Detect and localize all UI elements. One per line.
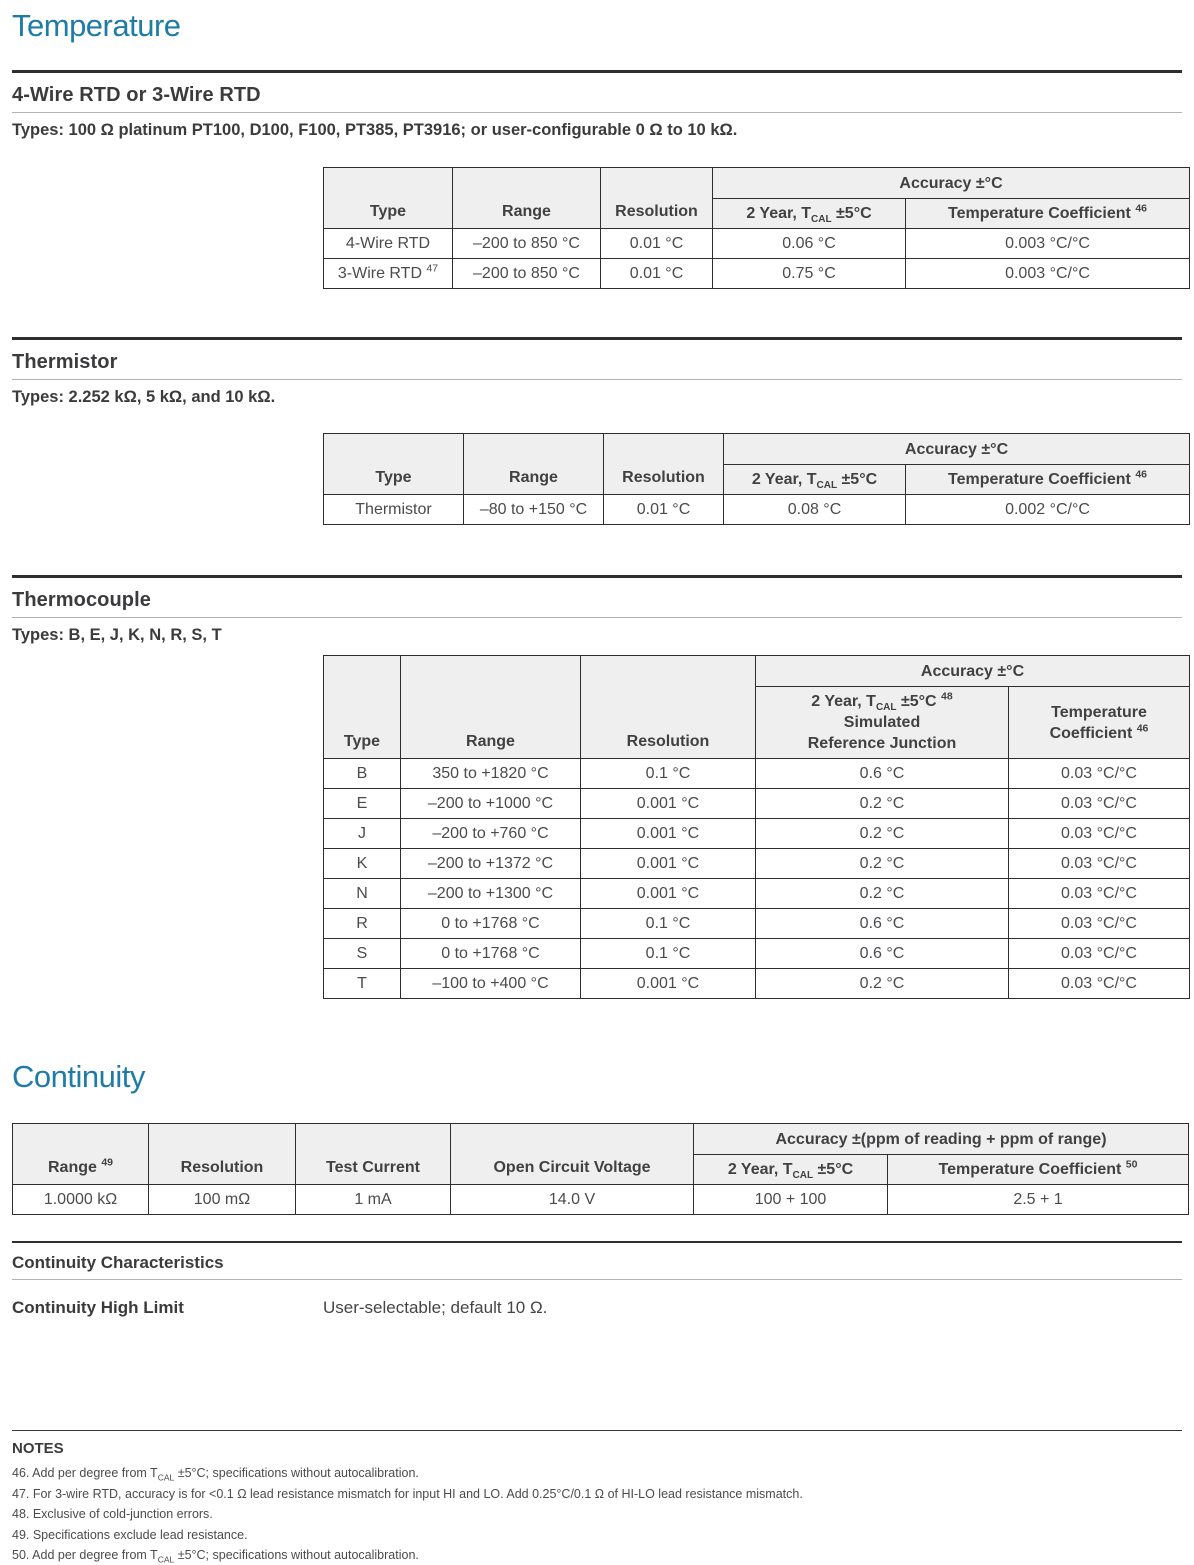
- table-cell: 0.2 °C: [756, 849, 1009, 879]
- thermocouple-types-line: Types: B, E, J, K, N, R, S, T: [12, 626, 222, 644]
- column-header-temp-coeff: Temperature Coefficient $^{50}$: [888, 1155, 1189, 1185]
- table-row: [324, 849, 1190, 879]
- column-header-resolution: Resolution: [581, 656, 756, 759]
- table-cell: J: [324, 819, 401, 849]
- page-title: Temperature: [12, 8, 181, 43]
- rtd-section-heading: 4-Wire RTD or 3-Wire RTD: [12, 84, 261, 106]
- column-header-two-year: 2 Year, $T_{CAL} \pm 5^\circ C$: [724, 465, 906, 495]
- table-cell: 0.75 °C: [713, 259, 906, 289]
- continuity-title: Continuity: [12, 1059, 145, 1094]
- column-header-temp-coeff: Temperature Coefficient $^{46}$: [1009, 687, 1190, 759]
- notes-list: [12, 1466, 1182, 1565]
- section-notes: [12, 1430, 1182, 1565]
- table-cell: –200 to 850 °C: [453, 259, 601, 289]
- column-header-two-year: 2 Year, $T_{CAL} \pm 5^\circ C$: [694, 1155, 888, 1185]
- table-cell: Thermistor: [324, 495, 464, 525]
- table-cell: 0.03 °C/°C: [1009, 879, 1190, 909]
- table-row: [324, 789, 1190, 819]
- table-cell: 0.08 °C: [724, 495, 906, 525]
- table-cell: 0.2 °C: [756, 819, 1009, 849]
- column-header-type: Type: [324, 168, 453, 229]
- table-row: [324, 909, 1190, 939]
- table-cell: 0.01 °C: [601, 259, 713, 289]
- table-row: [324, 879, 1190, 909]
- table-cell: –200 to 850 °C: [453, 229, 601, 259]
- thermistor-types-line: Types: 2.252 kΩ, 5 kΩ, and 10 kΩ.: [12, 388, 276, 406]
- column-header-test-current: Test Current: [296, 1124, 451, 1185]
- continuity-characteristics-heading: Continuity Characteristics: [12, 1253, 224, 1272]
- section-divider: [12, 1241, 1182, 1243]
- table-cell: –200 to +1300 °C: [401, 879, 581, 909]
- table-row: [324, 495, 1190, 525]
- table-cell: 0 to +1768 °C: [401, 909, 581, 939]
- table-row: [13, 1185, 1189, 1215]
- table-cell: 0.6 °C: [756, 939, 1009, 969]
- continuity-high-limit-row: [12, 1297, 1182, 1318]
- table-cell: B: [324, 759, 401, 789]
- table-cell: 0.001 °C: [581, 819, 756, 849]
- column-header-two-year: 2 Year, $T_{CAL} \pm 5^\circ C$ $^{48}$ Simulated Reference Junction: [756, 687, 1009, 759]
- column-header-accuracy-group: Accuracy ±°C: [713, 168, 1190, 199]
- column-header-accuracy-group: Accuracy ±°C: [756, 656, 1190, 687]
- column-header-accuracy-group: Accuracy ±(ppm of reading + ppm of range): [694, 1124, 1189, 1155]
- table-cell: 0 to +1768 °C: [401, 939, 581, 969]
- table-cell: –200 to +1372 °C: [401, 849, 581, 879]
- table-cell: 0.1 °C: [581, 909, 756, 939]
- table-cell: 100 mΩ: [149, 1185, 296, 1215]
- section-rtd: [12, 70, 1182, 289]
- table-cell: 0.03 °C/°C: [1009, 789, 1190, 819]
- column-header-range: Range: [453, 168, 601, 229]
- column-header-range: Range $^{49}$: [13, 1124, 149, 1185]
- table-row: [324, 759, 1190, 789]
- notes-divider: [12, 1430, 1182, 1431]
- column-header-range: Range: [464, 434, 604, 495]
- column-header-temp-coeff: Temperature Coefficient $^{46}$: [906, 465, 1190, 495]
- continuity-table: [12, 1123, 1189, 1215]
- table-cell: 0.03 °C/°C: [1009, 759, 1190, 789]
- table-cell: 0.03 °C/°C: [1009, 969, 1190, 999]
- heading-underline: [12, 379, 1182, 380]
- table-cell: 0.2 °C: [756, 969, 1009, 999]
- table-cell: 0.2 °C: [756, 879, 1009, 909]
- column-header-range: Range: [401, 656, 581, 759]
- heading-underline: [12, 1279, 1182, 1280]
- heading-underline: [12, 617, 1182, 618]
- thermistor-table: [323, 433, 1190, 525]
- table-row: [324, 819, 1190, 849]
- thermocouple-section-heading: Thermocouple: [12, 589, 151, 611]
- section-divider: [12, 337, 1182, 340]
- continuity-high-limit-value: User-selectable; default 10 Ω.: [323, 1298, 548, 1317]
- thermistor-section-heading: Thermistor: [12, 351, 118, 373]
- table-cell: 1.0000 kΩ: [13, 1185, 149, 1215]
- table-cell: –200 to +1000 °C: [401, 789, 581, 819]
- column-header-accuracy-group: Accuracy ±°C: [724, 434, 1190, 465]
- rtd-table: [323, 167, 1190, 289]
- table-cell: 0.001 °C: [581, 789, 756, 819]
- continuity-table-header: [13, 1124, 1189, 1185]
- section-thermocouple: [12, 575, 1182, 999]
- table-cell: 0.01 °C: [604, 495, 724, 525]
- table-row: [324, 939, 1190, 969]
- notes-heading: NOTES: [12, 1440, 64, 1457]
- table-cell: K: [324, 849, 401, 879]
- table-cell: S: [324, 939, 401, 969]
- table-cell: 0.01 °C: [601, 229, 713, 259]
- table-cell: 4-Wire RTD: [324, 229, 453, 259]
- note-item: 49. Specifications exclude lead resistance.: [12, 1527, 248, 1542]
- table-row: [324, 969, 1190, 999]
- table-cell: 0.002 °C/°C: [906, 495, 1190, 525]
- thermistor-table-body: [324, 495, 1190, 525]
- table-cell: 0.03 °C/°C: [1009, 939, 1190, 969]
- section-divider: [12, 575, 1182, 578]
- column-header-resolution: Resolution: [604, 434, 724, 495]
- note-item: 47. For 3-wire RTD, accuracy is for <0.1 Ω lead resistance mismatch for input HI and LO. Add 0.25°C/0.1 Ω of HI-LO lead resistance mismatch.: [12, 1486, 803, 1501]
- table-cell: R: [324, 909, 401, 939]
- rtd-table-header: [324, 168, 1190, 229]
- table-cell: –100 to +400 °C: [401, 969, 581, 999]
- note-item: 48. Exclusive of cold-junction errors.: [12, 1507, 213, 1521]
- table-row: [324, 259, 1190, 289]
- rtd-types-line: Types: 100 Ω platinum PT100, D100, F100, PT385, PT3916; or user-configurable 0 Ω to 10 kΩ.: [12, 121, 738, 139]
- table-cell: N: [324, 879, 401, 909]
- thermocouple-table-body: [324, 759, 1190, 999]
- table-cell: –80 to +150 °C: [464, 495, 604, 525]
- column-header-resolution: Resolution: [601, 168, 713, 229]
- continuity-table-body: [13, 1185, 1189, 1215]
- table-cell: E: [324, 789, 401, 819]
- note-item: 46. Add per degree from $T_{CAL} \pm 5^\circ C$; specifications without autocalibration.: [12, 1466, 419, 1483]
- table-cell: 0.03 °C/°C: [1009, 909, 1190, 939]
- table-cell: 0.1 °C: [581, 939, 756, 969]
- thermocouple-table-header: [324, 656, 1190, 759]
- table-cell: T: [324, 969, 401, 999]
- section-thermistor: [12, 337, 1182, 525]
- table-cell: 0.6 °C: [756, 759, 1009, 789]
- table-cell: 0.001 °C: [581, 969, 756, 999]
- table-cell: 0.1 °C: [581, 759, 756, 789]
- note-item: 50. Add per degree from $T_{CAL} \pm 5^\circ C$; specifications without autocalibration.: [12, 1548, 419, 1565]
- section-divider: [12, 70, 1182, 73]
- table-cell: 0.03 °C/°C: [1009, 849, 1190, 879]
- table-cell: 100 + 100: [694, 1185, 888, 1215]
- column-header-two-year: 2 Year, $T_{CAL} \pm 5^\circ C$: [713, 199, 906, 229]
- table-cell: 0.03 °C/°C: [1009, 819, 1190, 849]
- table-cell: 0.001 °C: [581, 879, 756, 909]
- table-row: [324, 229, 1190, 259]
- table-cell: 1 mA: [296, 1185, 451, 1215]
- table-cell: 14.0 V: [451, 1185, 694, 1215]
- table-cell: –200 to +760 °C: [401, 819, 581, 849]
- section-continuity: [12, 1059, 1182, 1318]
- column-header-type: Type: [324, 434, 464, 495]
- table-cell: 0.06 °C: [713, 229, 906, 259]
- table-cell: 2.5 + 1: [888, 1185, 1189, 1215]
- heading-underline: [12, 112, 1182, 113]
- table-cell: 350 to +1820 °C: [401, 759, 581, 789]
- column-header-open-circuit-voltage: Open Circuit Voltage: [451, 1124, 694, 1185]
- table-cell: 0.2 °C: [756, 789, 1009, 819]
- table-cell: 3-Wire RTD $^{47}$: [324, 259, 453, 289]
- table-cell: 0.003 °C/°C: [906, 229, 1190, 259]
- continuity-high-limit-label: Continuity High Limit: [12, 1298, 184, 1317]
- table-cell: 0.001 °C: [581, 849, 756, 879]
- thermistor-table-header: [324, 434, 1190, 495]
- rtd-table-body: [324, 229, 1190, 289]
- column-header-temp-coeff: Temperature Coefficient $^{46}$: [906, 199, 1190, 229]
- table-cell: 0.6 °C: [756, 909, 1009, 939]
- table-cell: 0.003 °C/°C: [906, 259, 1190, 289]
- column-header-type: Type: [324, 656, 401, 759]
- column-header-resolution: Resolution: [149, 1124, 296, 1185]
- thermocouple-table: [323, 655, 1190, 999]
